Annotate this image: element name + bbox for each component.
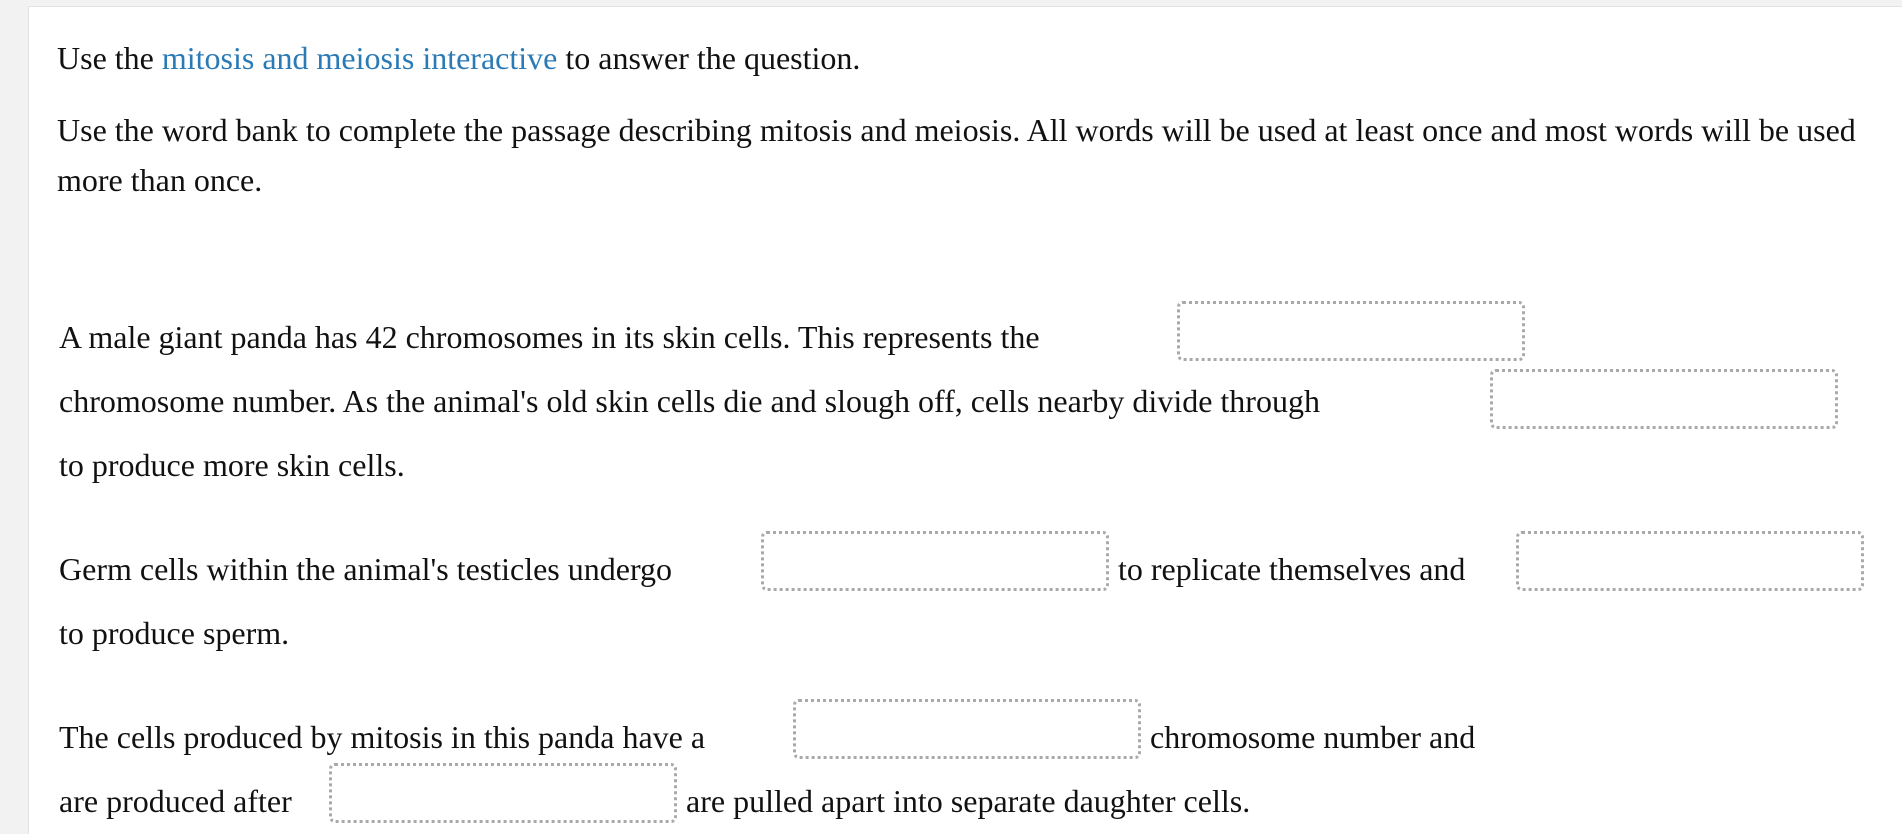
drop-blank-3[interactable]	[761, 531, 1109, 591]
intro-line	[57, 37, 860, 79]
question-panel	[28, 6, 1902, 834]
passage-p1-line2: chromosome number. As the animal's old skin cells die and slough off, cells nearby divide through	[59, 383, 1320, 419]
passage-p2-line2: to produce sperm.	[59, 615, 290, 651]
intro-suffix: to answer the question.	[557, 40, 861, 76]
drop-blank-2[interactable]	[1490, 369, 1838, 429]
interactive-link[interactable]: mitosis and meiosis interactive	[161, 40, 558, 76]
passage-p1-line3: to produce more skin cells.	[59, 447, 405, 483]
passage-p3-line1b: chromosome number and	[1150, 719, 1476, 755]
drop-blank-5[interactable]	[793, 699, 1141, 759]
passage-p3-line1a: The cells produced by mitosis in this panda have a	[59, 719, 706, 755]
passage-p2-line1b: to replicate themselves and	[1118, 551, 1466, 587]
drop-blank-6[interactable]	[329, 763, 677, 823]
intro-prefix: Use the	[57, 40, 162, 76]
drop-blank-4[interactable]	[1516, 531, 1864, 591]
passage-p1-line1: A male giant panda has 42 chromosomes in its skin cells. This represents the	[59, 319, 1040, 355]
passage-p3-line2b: are pulled apart into separate daughter cells.	[686, 783, 1251, 819]
passage-p3-line2a: are produced after	[59, 783, 292, 819]
passage-p2-line1a: Germ cells within the animal's testicles undergo	[59, 551, 673, 587]
instructions-text: Use the word bank to complete the passage describing mitosis and meiosis. All words will be used at least once and most words will be used more than once.	[57, 112, 1856, 198]
drop-blank-1[interactable]	[1177, 301, 1525, 361]
